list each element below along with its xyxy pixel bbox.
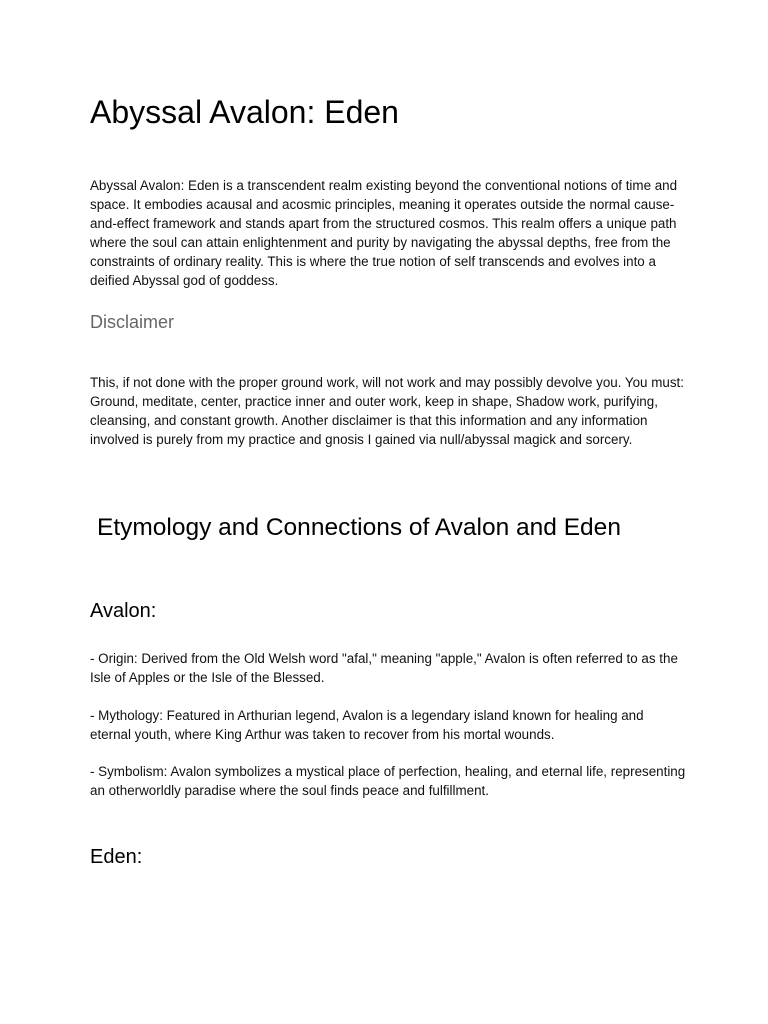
etymology-heading: Etymology and Connections of Avalon and Eden [97, 514, 621, 541]
avalon-symbolism-paragraph: - Symbolism: Avalon symbolizes a mystical place of perfection, healing, and eternal life, representing an otherworldly paradise where the soul finds peace and fulfillment. [90, 764, 686, 798]
disclaimer-paragraph: This, if not done with the proper ground work, will not work and may possibly devolve you. You must: Ground, meditate, center, practice inner and outer work, keep in shape, Shadow work, purifying, cleansing, and constant growth. Another disclaimer is that this information and any information involved is purely from my practice and gnosis I gained via null/abyssal magick and sorcery. [90, 375, 684, 447]
page-title: Abyssal Avalon: Eden [90, 94, 399, 130]
avalon-heading: Avalon: [90, 600, 157, 622]
avalon-origin-paragraph: - Origin: Derived from the Old Welsh word "afal," meaning "apple," Avalon is often referred to as the Isle of Apples or the Isle of the Blessed. [90, 651, 678, 685]
avalon-mythology-paragraph: - Mythology: Featured in Arthurian legend, Avalon is a legendary island known for healing and eternal youth, where King Arthur was taken to recover from his mortal wounds. [90, 708, 644, 742]
disclaimer-heading: Disclaimer [90, 312, 175, 332]
eden-heading: Eden: [90, 846, 143, 868]
intro-paragraph: Abyssal Avalon: Eden is a transcendent realm existing beyond the conventional notions of time and space. It embodies acausal and acosmic principles, meaning it operates outside the normal cause-and-effect framework and stands apart from the structured cosmos. This realm offers a unique path where the soul can attain enlightenment and purity by navigating the abyssal depths, free from the constraints of ordinary reality. This is where the true notion of self transcends and evolves into a deified Abyssal god of goddess. [90, 178, 678, 288]
